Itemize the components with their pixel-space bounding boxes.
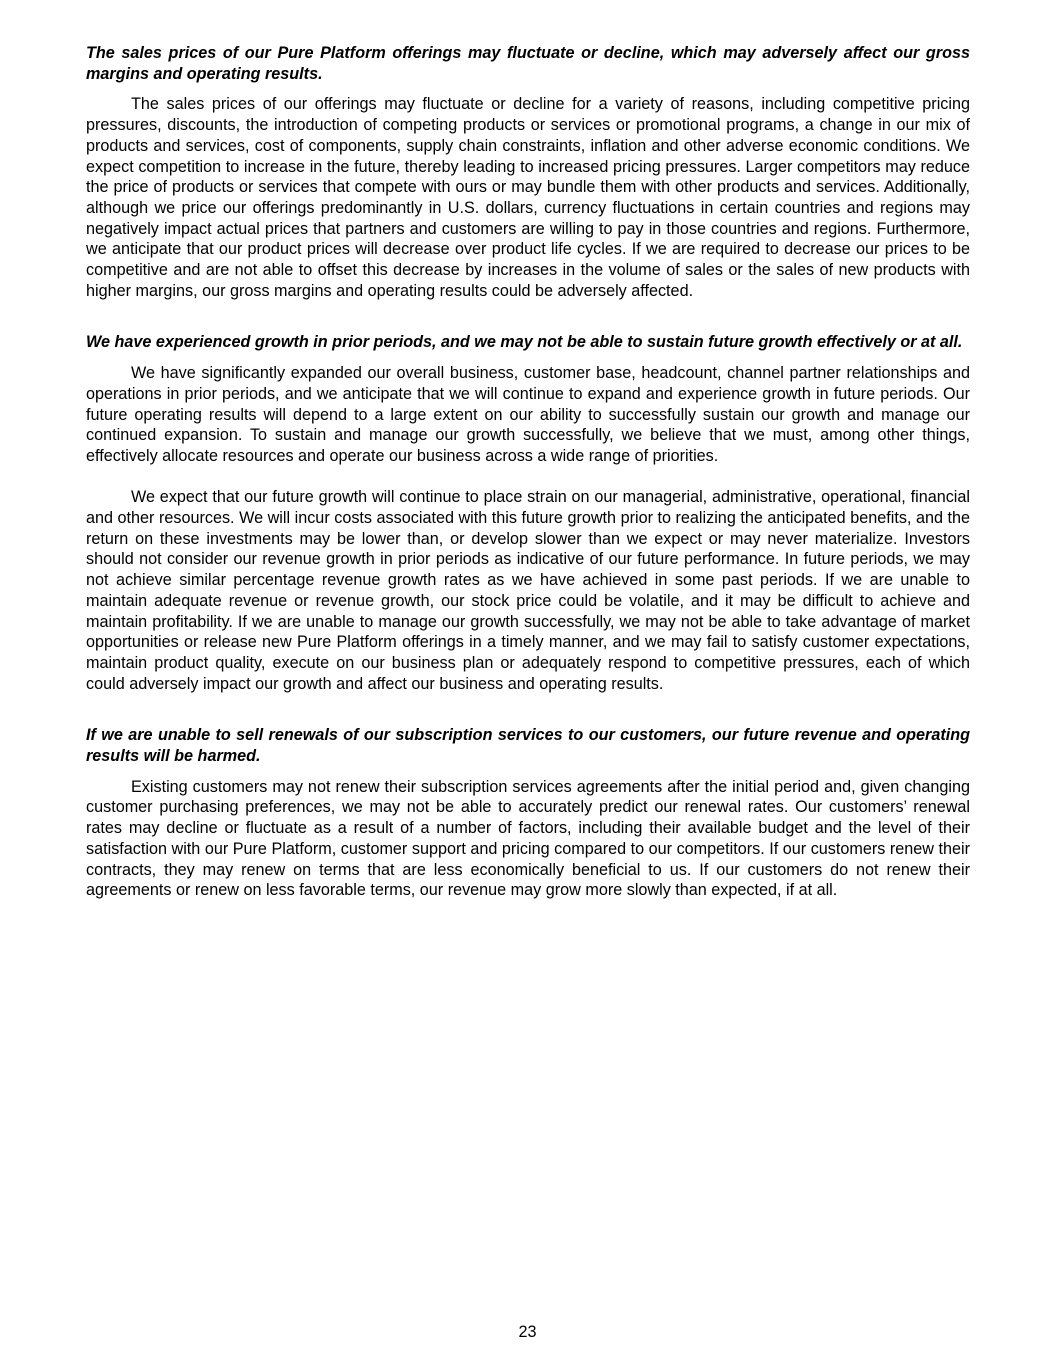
paragraph: We expect that our future growth will continue to place strain on our managerial, administrative, operational, financial and other resources. We will incur costs associated with this future growth prior to realizing the anticipated benefits, and the return on these investments may be lower than, or develop slower than we expect or may never materialize. Investors should not consider our revenue growth in prior periods as indicative of our future performance. In future periods, we may not achieve similar percentage revenue growth rates as we have achieved in some past periods. If we are unable to maintain adequate revenue or revenue growth, our stock price could be volatile, and it may be difficult to achieve and maintain profitability. If we are unable to manage our growth successfully, we may not be able to take advantage of market opportunities or release new Pure Platform offerings in a timely manner, and we may fail to satisfy customer expectations, maintain product quality, execute on our business plan or adequately respond to competitive pressures, each of which could adversely impact our growth and affect our business and operating results.	[86, 488, 970, 693]
section-heading: We have experienced growth in prior periods, and we may not be able to sustain future growth effectively or at all.	[86, 333, 963, 352]
section-heading: The sales prices of our Pure Platform offerings may fluctuate or decline, which may adversely affect our gross margins and operating results.	[86, 44, 970, 83]
paragraph: We have significantly expanded our overall business, customer base, headcount, channel partner relationships and operations in prior periods, and we anticipate that we will continue to expand and experience growth in future periods. Our future operating results will depend to a large extent on our ability to successfully sustain our growth and manage our continued expansion. To sustain and manage our growth successfully, we believe that we must, among other things, effectively allocate resources and operate our business across a wide range of priorities.	[86, 364, 970, 465]
page-number: 23	[518, 1323, 537, 1341]
document-page	[86, 43, 970, 901]
section-heading: If we are unable to sell renewals of our subscription services to our customers, our future revenue and operating results will be harmed.	[86, 726, 970, 766]
paragraph: The sales prices of our offerings may fluctuate or decline for a variety of reasons, including competitive pricing pressures, discounts, the introduction of competing products or services or promotional programs, a change in our mix of products and services, cost of components, supply chain constraints, inflation and other adverse economic conditions. We expect competition to increase in the future, thereby leading to increased pricing pressures. Larger competitors may reduce the price of products or services that compete with ours or may bundle them with other products and services. Additionally, although we price our offerings predominantly in U.S. dollars, currency fluctuations in certain countries and regions may negatively impact actual prices that partners and customers are willing to pay in those countries and regions. Furthermore, we anticipate that our product prices will decrease over product life cycles. If we are required to decrease our prices to be competitive and are not able to offset this decrease by increases in the volume of sales or the sales of new products with higher margins, our gross margins and operating results could be adversely affected.	[86, 95, 970, 300]
paragraph: Existing customers may not renew their subscription services agreements after the initial period and, given changing customer purchasing preferences, we may not be able to accurately predict our renewal rates. Our customers’ renewal rates may decline or fluctuate as a result of a number of factors, including their available budget and the level of their satisfaction with our Pure Platform, customer support and pricing compared to our competitors. If our customers renew their contracts, they may renew on terms that are less economically beneficial to us. If our customers do not renew their agreements or renew on less favorable terms, our revenue may grow more slowly than expected, if at all.	[86, 777, 970, 900]
